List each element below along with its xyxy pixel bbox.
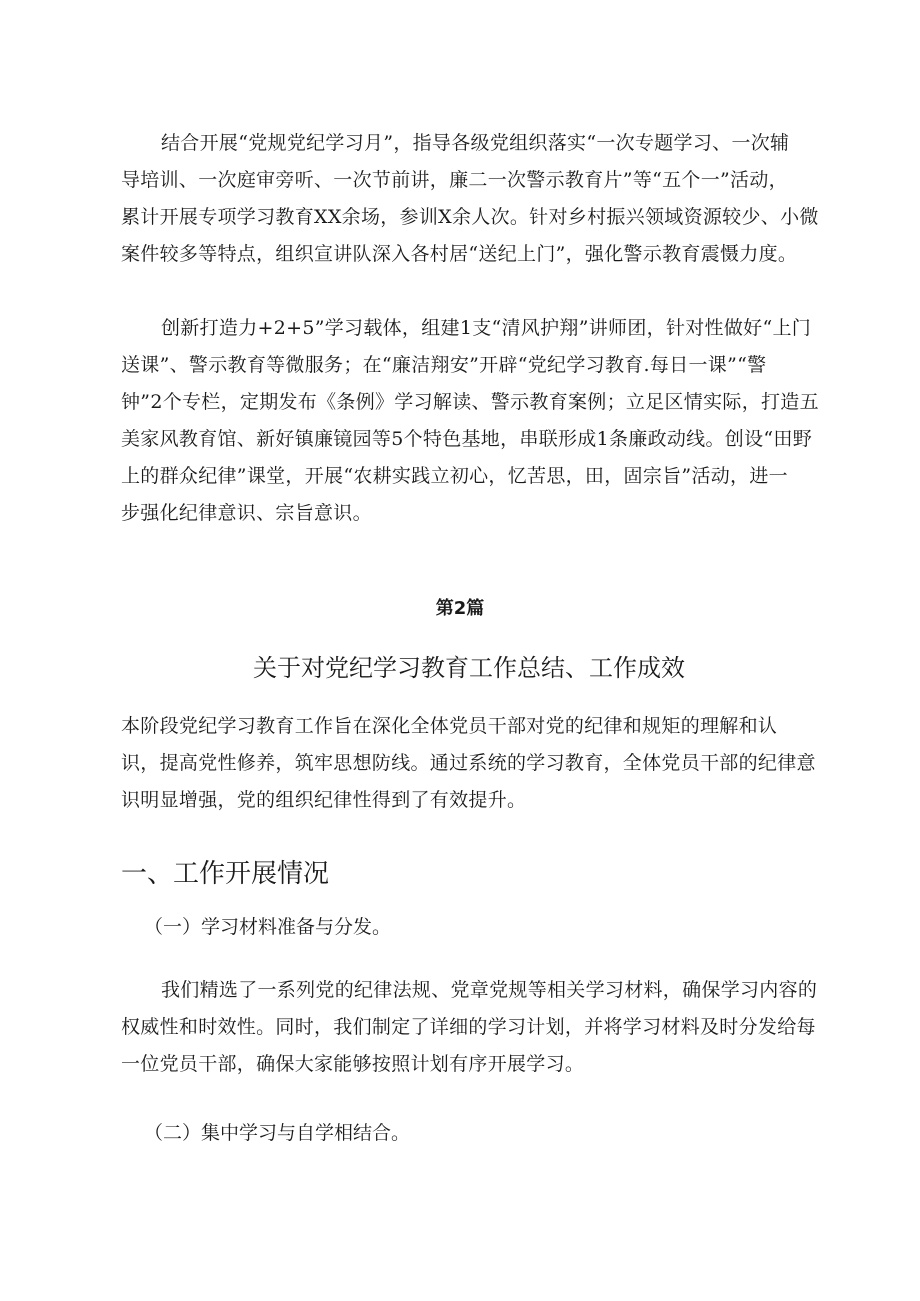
text-line: 我们精选了一系列党的纪律法规、党章党规等相关学习材料，确保学习内容的	[161, 979, 818, 1001]
text-line: 结合开展“党规党纪学习月”，指导各级党组织落实“一次专题学习、一次辅	[161, 132, 790, 154]
paragraph-intro	[121, 708, 861, 819]
subsection-heading-materials: （一）学习材料准备与分发。	[144, 916, 392, 938]
text-line: 钟”2个专栏，定期发布《条例》学习解读、警示教育案例；立足区情实际，打造五	[121, 391, 819, 413]
section-heading: 一、工作开展情况	[121, 859, 330, 889]
text-line: 累计开展专项学习教育XX余场，参训X余人次。针对乡村振兴领域资源较少、小微	[121, 206, 819, 228]
text-line: 案件较多等特点，组织宣讲队深入各村居“送纪上门”，强化警示教育震慑力度。	[121, 243, 798, 265]
text-line: 美家风教育馆、新好镇廉镜园等5个特色基地，串联形成1条廉政动线。创设“田野	[121, 428, 812, 450]
text-line: 一位党员干部，确保大家能够按照计划有序开展学习。	[121, 1053, 585, 1075]
chapter-label: 第2篇	[435, 598, 485, 619]
text-line: 识，提高党性修养，筑牢思想防线。通过系统的学习教育，全体党员干部的纪律意	[121, 752, 816, 774]
document-title: 关于对党纪学习教育工作总结、工作成效	[253, 654, 685, 682]
paragraph-party-rules-month	[121, 125, 861, 273]
text-line: 上的群众纪律”课堂，开展“农耕实践立初心，忆苦思，田，固宗旨”活动，进一	[121, 465, 788, 487]
text-line: 识明显增强，党的组织纪律性得到了有效提升。	[121, 789, 527, 811]
text-line: 权威性和时效性。同时，我们制定了详细的学习计划，并将学习材料及时分发给每	[121, 1016, 816, 1038]
subsection-heading-study: （二）集中学习与自学相结合。	[144, 1122, 411, 1144]
text-line: 导培训、一次庭审旁听、一次节前讲，廉二一次警示教育片”等“五个一”活动，	[121, 169, 788, 191]
text-line: 送课”、警示教育等微服务；在“廉洁翔安”开辟“党纪学习教育.每日一课”“警	[121, 354, 767, 376]
text-line: 步强化纪律意识、宗旨意识。	[121, 502, 372, 524]
text-line: 创新打造力+2+5”学习载体，组建1支“清风护翔”讲师团，针对性做好“上门	[161, 317, 812, 339]
paragraph-learning-carrier	[121, 310, 861, 532]
text-line: 本阶段党纪学习教育工作旨在深化全体党员干部对党的纪律和规矩的理解和认	[121, 715, 778, 737]
paragraph-materials	[121, 972, 861, 1083]
